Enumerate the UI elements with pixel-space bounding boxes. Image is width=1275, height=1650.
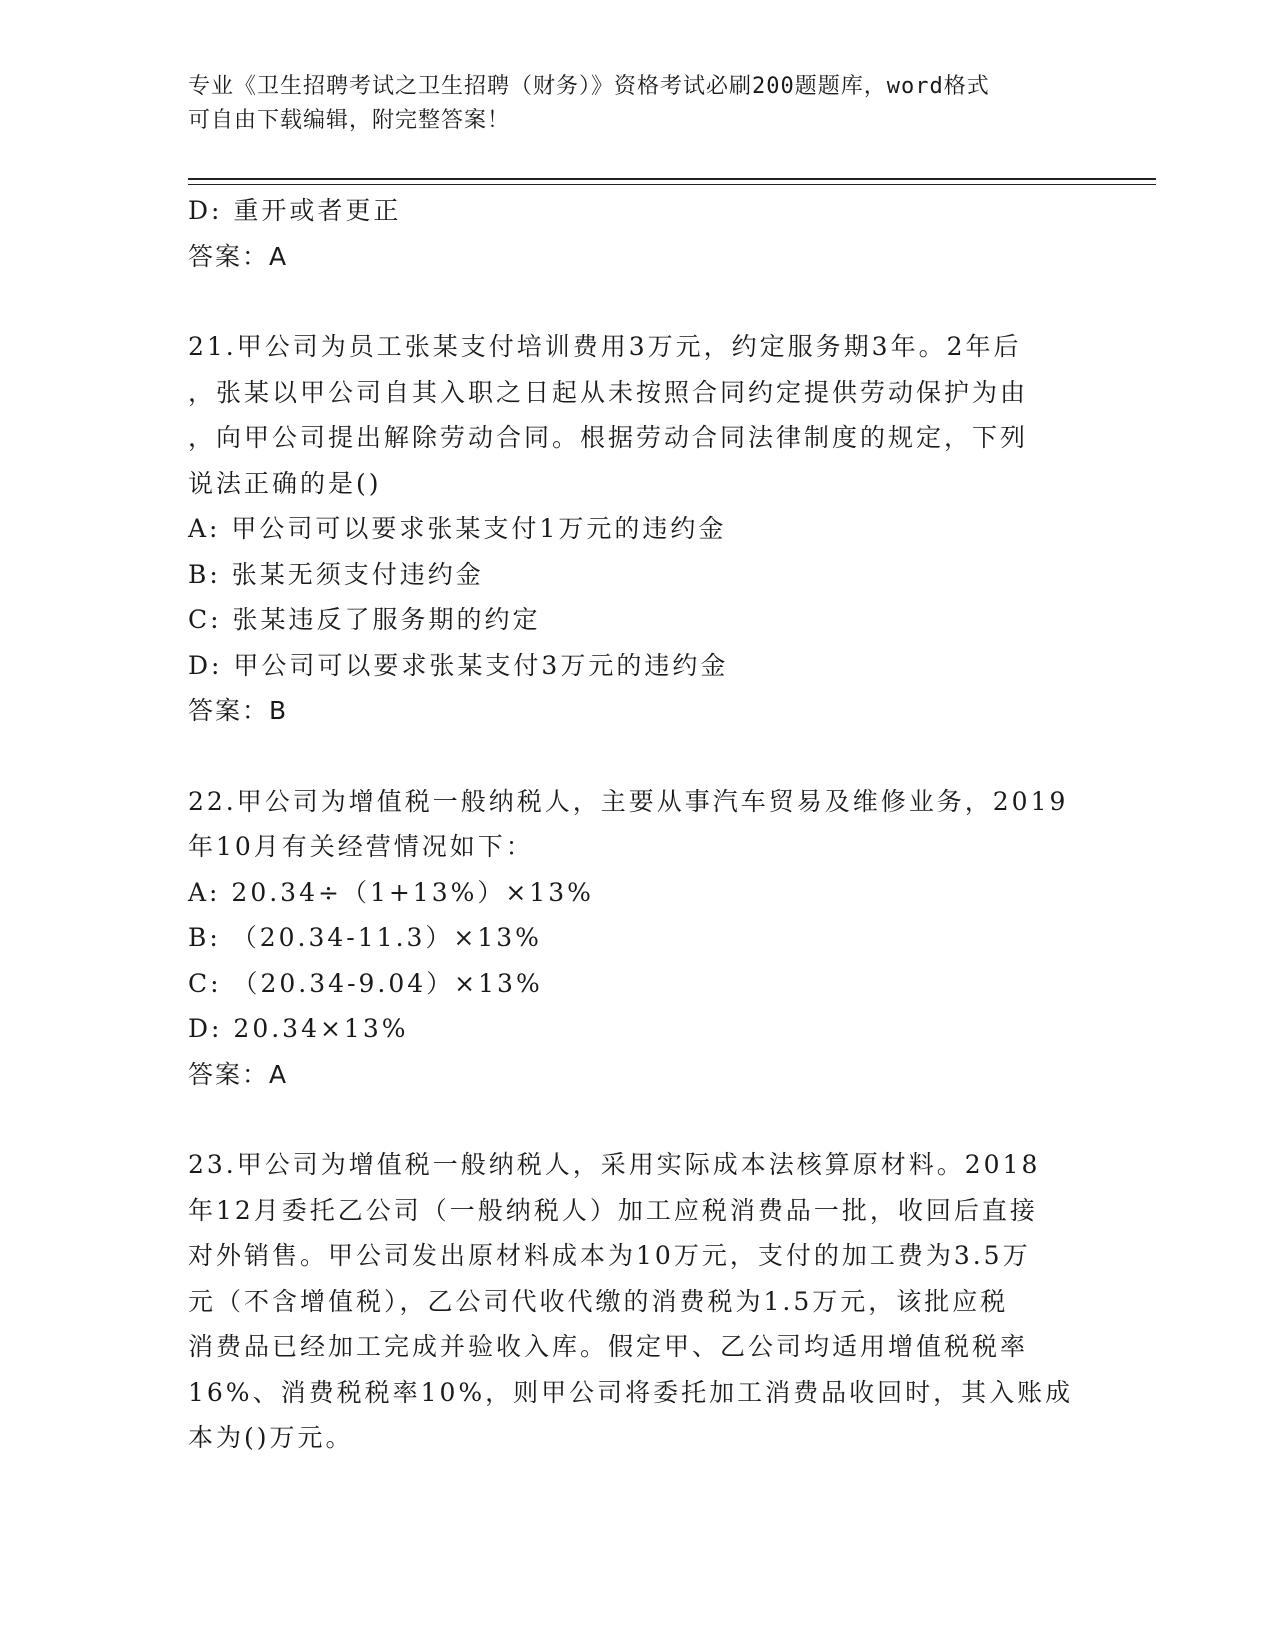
continued-question	[188, 188, 1088, 279]
answer-line: 答案：A	[188, 1059, 289, 1089]
question-stem-line: ，向甲公司提出解除劳动合同。根据劳动合同法律制度的规定，下列	[188, 423, 1029, 452]
document-body	[188, 188, 1088, 1461]
question-22	[188, 779, 1088, 1098]
header-divider	[188, 178, 1156, 180]
header-divider-thin	[188, 184, 1156, 185]
question-23	[188, 1142, 1088, 1461]
option-b: B: （20.34-11.3）×13%	[188, 923, 542, 952]
question-stem-line: 说法正确的是()	[188, 468, 382, 498]
question-stem-line: 元（不含增值税），乙公司代收代缴的消费税为1.5万元，该批应税	[188, 1286, 1009, 1316]
option-d: D: 甲公司可以要求张某支付3万元的违约金	[188, 650, 729, 680]
option-c: C: （20.34-9.04）×13%	[188, 968, 543, 998]
question-stem-line: 对外销售。甲公司发出原材料成本为10万元，支付的加工费为3.5万	[188, 1241, 1031, 1270]
answer-line: 答案：B	[188, 696, 289, 725]
question-21	[188, 324, 1088, 734]
page-header	[188, 70, 1068, 138]
question-stem-line: 年10月有关经营情况如下：	[188, 832, 534, 861]
answer-line: 答案：A	[188, 241, 289, 271]
question-stem-line: 年12月委托乙公司（一般纳税人）加工应税消费品一批，收回后直接	[188, 1195, 1038, 1225]
option-c: C: 张某违反了服务期的约定	[188, 605, 541, 634]
question-stem-line: 消费品已经加工完成并验收入库。假定甲、乙公司均适用增值税税率	[188, 1332, 1029, 1361]
question-stem-line: 21.甲公司为员工张某支付培训费用3万元，约定服务期3年。2年后	[188, 332, 1022, 361]
question-stem-line: 本为()万元。	[188, 1423, 354, 1452]
option-d: D: 20.34×13%	[188, 1014, 409, 1043]
question-stem-line: ，张某以甲公司自其入职之日起从未按照合同约定提供劳动保护为由	[188, 377, 1029, 407]
question-stem-line: 22.甲公司为增值税一般纳税人，主要从事汽车贸易及维修业务，2019	[188, 786, 1069, 816]
question-stem-line: 16%、消费税税率10%，则甲公司将委托加工消费品收回时，其入账成	[188, 1377, 1074, 1407]
header-title-line-2: 可自由下载编辑，附完整答案！	[188, 108, 511, 133]
option-a: A: 甲公司可以要求张某支付1万元的违约金	[188, 514, 727, 543]
option-a: A: 20.34÷（1+13%）×13%	[188, 877, 594, 907]
question-stem-line: 23.甲公司为增值税一般纳税人，采用实际成本法核算原材料。2018	[188, 1150, 1041, 1179]
header-title-line-1: 专业《卫生招聘考试之卫生招聘（财务）》资格考试必刷200题题库，word格式	[188, 74, 990, 99]
option-d: D: 重开或者更正	[188, 196, 402, 225]
option-b: B: 张某无须支付违约金	[188, 559, 484, 589]
